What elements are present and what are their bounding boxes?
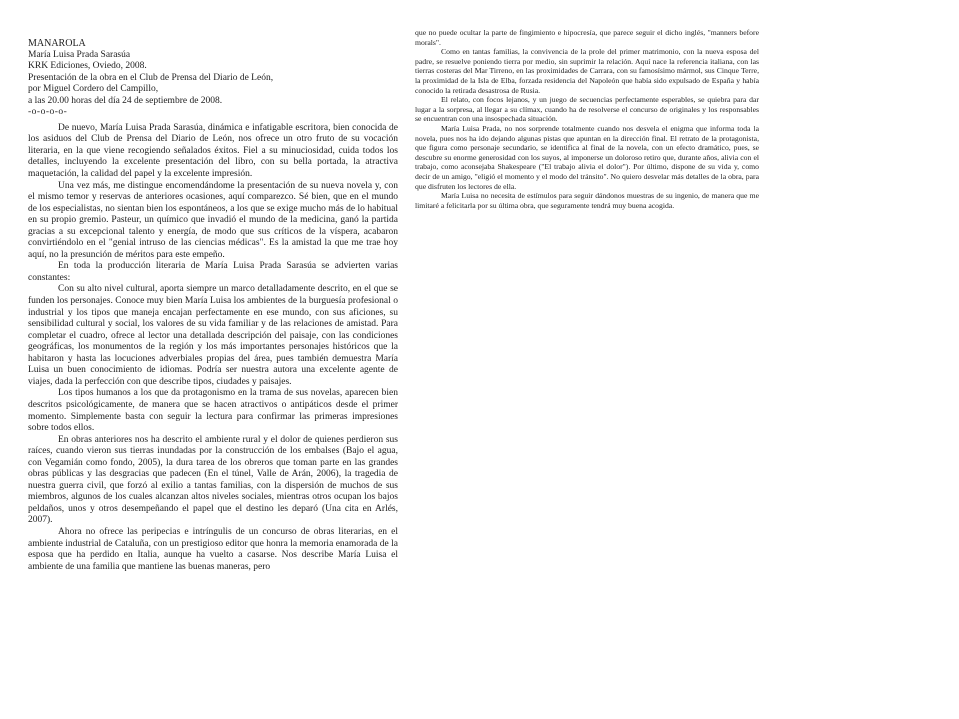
book-title: MANAROLA xyxy=(28,38,86,49)
paragraph: Como en tantas familias, la convivencia de la prole del primer matrimonio, con la nueva esposa del padre, se resuelve poniendo tierra por medio, sin suprimir la relación. Aquí nace la referencia italiana, con las tierras costeras del Mar Tirreno, en las proximidades de Carrara, con su famosísimo mármol, sus Cinque Terre, la proximidad de la Isla de Elba, forzada residencia del Napoleón que había sido expulsado de España y había conocido la retirada desastrosa de Rusia. xyxy=(415,47,759,95)
paragraph: El relato, con focos lejanos, y un juego de secuencias perfectamente esperables, se quiebra para dar lugar a la sorpresa, al llegar a su clímax, cuando ha de resolverse el concurso de originales y los responsables se encuentran con una insospechada situación. xyxy=(415,95,759,124)
paragraph: De nuevo, María Luisa Prada Sarasúa, dinámica e infatigable escritora, bien conocida de los asiduos del Club de Prensa del Diario de León, nos ofrece un otro fruto de su vocación literaria, en la que viene recogiendo señalados éxitos. Fiel a su minuciosidad, cuida todos los detalles, incluyendo la excelente presentación del libro, con su bella portada, la atractiva maquetación, la calidad del papel y la excelente impresión. xyxy=(28,122,398,180)
document-header xyxy=(28,38,398,119)
paragraph: Con su alto nivel cultural, aporta siempre un marco detalladamente descrito, en el que se funden los personajes. Conoce muy bien María Luisa los ambientes de la burguesía profesional o industrial y los tipos que maneja encajan perfectamente en ese mundo, con sus aficiones, su sensibilidad cultural y social, los valores de su vida familiar y de las relaciones de amistad. Para completar el cuadro, ofrece al lector una detallada descripción del paisaje, con las condiciones geográficas, los monumentos de la región y los más importantes personajes históricos que la habitaron y hasta las locuciones adverbiales propias del área, pues también demuestra María Luisa un buen conocimiento de idiomas. Podría ser nuestra autora una excelente agente de viajes, dada la perfección con que describe tipos, ciudades y paisajes. xyxy=(28,284,398,387)
paragraph: que no puede ocultar la parte de fingimiento e hipocresía, que parece seguir el dicho inglés, "manners before morals". xyxy=(415,28,759,47)
publisher-line: KRK Ediciones, Oviedo, 2008. xyxy=(28,61,147,72)
author-name: María Luisa Prada Sarasúa xyxy=(28,49,131,60)
right-column-text xyxy=(415,28,759,210)
presenter-line: por Miguel Cordero del Campillo, xyxy=(28,84,159,95)
paragraph: Ahora no ofrece las peripecias e intríngulis de un concurso de obras literarias, en el ambiente industrial de Cataluña, con un prestigioso editor que honra la memoria enamorada de la esposa que ha perdido en Italia, aunque ha vuelto a casarse. Nos describe María Luisa el ambiente de una familia que mantiene las buenas maneras, pero xyxy=(28,526,398,572)
left-page xyxy=(28,38,398,573)
paragraph: Una vez más, me distingue encomendándome la presentación de su nueva novela y, con el mismo temor y reservas de anteriores ocasiones, aquí comparezco. Sé bien, que en el mundo de los especialistas, no sientan bien los espontáneos, a los que se exige mucho más de lo habitual en su propio gremio. Pasteur, un químico que invadió el mundo de la medicina, ganó la partida gracias a su excepcional talento y energía, de modo que sus críticos de la víspera, acabaron convirtiéndolo en el "genial intruso de las ciencias médicas". Es la amistad la que me trae hoy aquí, no la presunción de méritos para este empeño. xyxy=(28,180,398,260)
paragraph: En obras anteriores nos ha descrito el ambiente rural y el dolor de quienes perdieron sus raíces, cuando vieron sus tierras inundadas por la construcción de los embalses (Bajo el agua, con Vegamián como fondo, 2005), la dura tarea de los obreros que toman parte en las grandes obras públicas y las desgracias que padecen (En el túnel, Valle de Arán, 2006), la tragedia de nuestra guerra civil, que forzó al exilio a tantas familias, con la dispersión de muchos de sus miembros, algunos de los cuales alcanzan altos niveles sociales, mientras otros ocupan los bajos peldaños, unos y otros desempeñando el papel que el destino les deparó (Una cita en Arlés, 2007). xyxy=(28,434,398,526)
left-column-text xyxy=(28,123,398,573)
paragraph: Los tipos humanos a los que da protagonismo en la trama de sus novelas, aparecen bien descritos psicológicamente, de manera que se hacen atractivos o antipáticos desde el primer momento. Simplemente basta con seguir la lectura para confirmar las primeras impresiones sobre todos ellos. xyxy=(28,388,398,434)
right-page xyxy=(415,28,759,210)
date-line: a las 20.00 horas del día 24 de septiembre de 2008. xyxy=(28,95,223,106)
paragraph: María Luisa no necesita de estímulos para seguir dándonos muestras de su ingenio, de manera que me limitaré a felicitarla por su última obra, que seguramente tendrá muy buena acogida. xyxy=(415,191,759,210)
paragraph: María Luisa Prada, no nos sorprende totalmente cuando nos desvela el enigma que informa toda la novela, pues nos ha ido dejando algunas pistas que apuntan en la dirección final. El retrato de la protagonista, que figura como personaje secundario, se identifica al final de la novela, con un efecto dramático, pues, se descubre su enorme generosidad con los suyos, al imponerse un doloroso retiro que, durante años, alivia con el trabajo, como aconsejaba Shakespeare ("El trabajo alivia el dolor"). Por último, dispone de su vida y, como decir de un amigo, "eligió el momento y el modo del tránsito". No quiero desvelar más detalles de la obra, para que disfruten los lectores de ella. xyxy=(415,123,759,191)
presentation-line: Presentación de la obra en el Club de Prensa del Diario de León, xyxy=(28,72,274,83)
separator: -o-o-o-o- xyxy=(28,107,68,118)
paragraph: En toda la producción literaria de María Luisa Prada Sarasúa se advierten varias constantes: xyxy=(28,261,398,283)
